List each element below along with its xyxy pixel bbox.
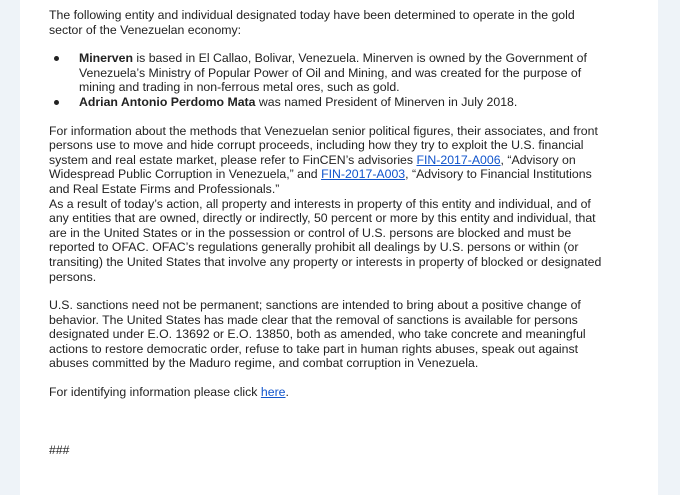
designee-list: [49, 51, 609, 109]
designee-description: is based in El Callao, Bolivar, Venezuela. Minerven is owned by the Government of Venezuela’s Ministry of Popular Power of Oil and Mining, and was created for the purpose of mining and trading in non-ferrous metal ores, such as gold.: [79, 51, 587, 95]
designee-name: Minerven: [79, 51, 133, 66]
identifying-info-paragraph: For identifying information please click here.: [49, 385, 289, 400]
intro-paragraph: The following entity and individual designated today have been determined to operate in the gold sector of the Venezuelan economy:: [49, 8, 575, 37]
end-marker: ###: [49, 442, 70, 457]
fin-2017-a003-link[interactable]: FIN-2017-A003: [321, 167, 406, 182]
fin-2017-a006-link[interactable]: FIN-2017-A006: [416, 152, 501, 167]
document-page: [20, 0, 658, 495]
list-item-perdomo: [79, 95, 609, 110]
fincen-info-paragraph: For information about the methods that Venezuelan senior political figures, their associates, and front persons use to move and hide corrupt proceeds, including how they try to exploit the U.S. financial system and real estate market, please refer to FinCEN’s advisories FIN-2017-A006, “Advisory on Widespread Public Corruption in Venezuela,” and FIN-2017-A003, “Advisory to Financial Institutions and Real Estate Firms and Professionals.”: [49, 123, 598, 196]
here-link[interactable]: here: [260, 385, 286, 400]
blocking-action-paragraph: As a result of today’s action, all property and interests in property of this entity and individual, and of any entities that are owned, directly or indirectly, 50 percent or more by this entity and individual, that are in the United States or in the possession or control of U.S. persons are blocked and must be reported to OFAC. OFAC’s regulations generally prohibit all dealings by U.S. persons or within (or transiting) the United States that involve any property or interests in property of blocked or designated persons.: [49, 196, 602, 284]
list-item-minerven: [79, 51, 609, 95]
sanctions-paragraph: U.S. sanctions need not be permanent; sanctions are intended to bring about a positive change of behavior. The United States has made clear that the removal of sanctions is available for persons designated under E.O. 13692 or E.O. 13850, both as amended, who take concrete and meaningful actions to restore democratic order, refuse to take part in human rights abuses, speak out against abuses committed by the Maduro regime, and combat corruption in Venezuela.: [49, 298, 586, 371]
press-release-body: [49, 8, 609, 457]
designee-description: was named President of Minerven in July 2018.: [255, 94, 518, 109]
designee-name: Adrian Antonio Perdomo Mata: [79, 94, 256, 109]
